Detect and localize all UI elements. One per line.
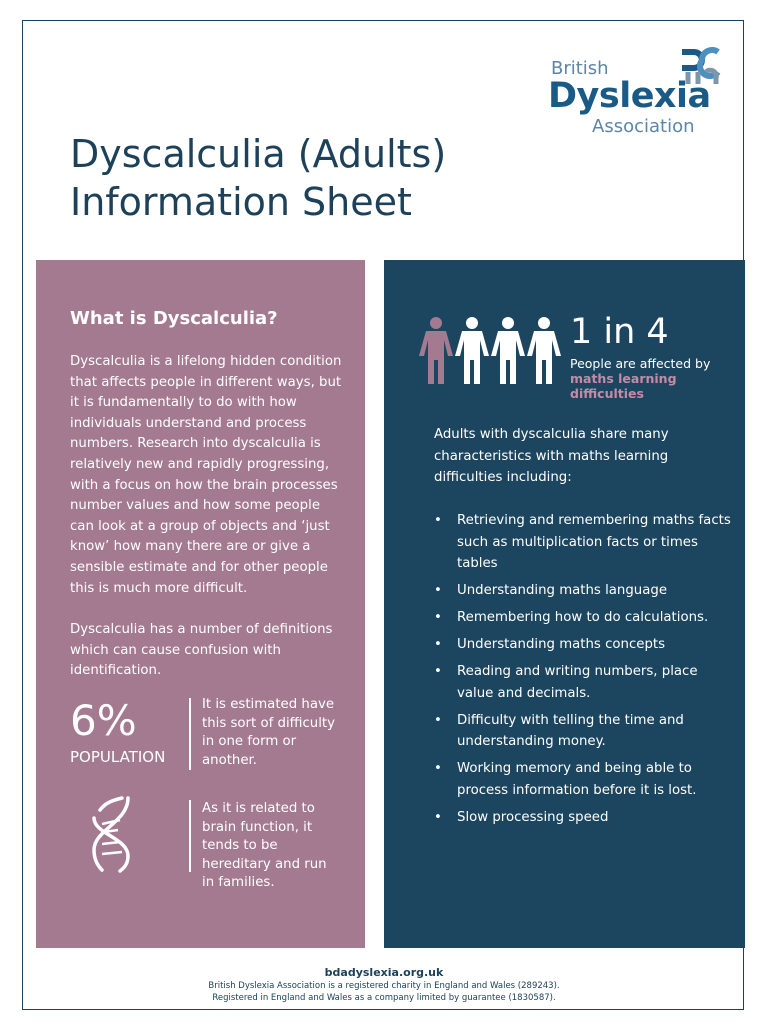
list-item (434, 634, 734, 656)
footer (0, 966, 768, 1004)
stat-value: 6% (70, 696, 137, 745)
ratio-value: 1 in 4 (570, 312, 669, 352)
list-item (434, 607, 734, 629)
logo-line-3: Association (592, 116, 695, 137)
charity-statement: British Dyslexia Association is a registered charity in England and Wales (289243). (208, 981, 560, 991)
logo-mark-icon (678, 46, 724, 86)
bullet-icon: • (434, 513, 442, 528)
characteristics-list (434, 510, 734, 834)
bullet-icon: • (434, 610, 442, 625)
page-title (70, 130, 530, 226)
dna-divider (189, 800, 191, 872)
characteristics-intro: Adults with dyscalculia share many characteristics with maths learning difficulties including: (434, 427, 669, 485)
bullet-icon: • (434, 583, 442, 598)
list-item (434, 758, 734, 801)
stat-divider (189, 698, 191, 770)
ratio-caption-text: People are affected by (570, 356, 711, 371)
intro-paragraph: Dyscalculia is a lifelong hidden condition that affects people in different ways, but it is fundamentally to do with how individuals understand and process numbers. Research into dyscalculia is relatively new and rapidly progressing, with a focus on how the brain processes number values and how some people can look at a group of objects and ‘just know’ how many there are or give a sensible estimate and for other people this is much more difficult. (70, 354, 342, 596)
list-item-text: Working memory and being able to process information before it is lost. (457, 761, 697, 798)
left-heading: What is Dyscalculia? (70, 308, 278, 329)
list-item-text: Understanding maths language (457, 583, 667, 598)
left-panel (36, 260, 365, 948)
dna-note: As it is related to brain function, it tends to be hereditary and run in families. (202, 801, 327, 890)
bullet-icon: • (434, 809, 442, 825)
bda-logo (548, 46, 728, 142)
stat-note: It is estimated have this sort of difficulty in one form or another. (202, 697, 336, 768)
title-line-1: Dyscalculia (Adults) (70, 132, 447, 176)
list-item-text: Difficulty with telling the time and understanding money. (457, 712, 684, 749)
logo-line-1: British (551, 58, 609, 79)
list-item-text: Slow processing speed (457, 809, 609, 825)
website-link[interactable]: bdadyslexia.org.uk (324, 966, 444, 979)
people-icon (418, 316, 563, 386)
list-item-text: Retrieving and remembering maths facts such as multiplication facts or times tables (457, 513, 731, 571)
list-item (434, 510, 734, 575)
list-item-text: Understanding maths concepts (457, 637, 666, 652)
list-item-text: Reading and writing numbers, place value and decimals. (457, 664, 698, 701)
list-item (434, 807, 734, 829)
bullet-icon: • (434, 712, 442, 728)
list-item-text: Remembering how to do calculations. (457, 610, 709, 625)
title-line-2: Information Sheet (70, 180, 412, 224)
bullet-icon: • (434, 761, 442, 776)
person-icon-highlighted (419, 317, 453, 384)
bullet-icon: • (434, 637, 442, 652)
ratio-caption-highlight: maths learning difficulties (570, 371, 677, 401)
list-item (434, 580, 734, 602)
company-statement: Registered in England and Wales as a company limited by guarantee (1830587). (212, 993, 556, 1003)
bullet-icon: • (434, 664, 442, 679)
list-item (434, 661, 734, 704)
stat-label: POPULATION (70, 748, 166, 766)
dna-icon (80, 794, 142, 874)
ratio-caption (570, 356, 745, 401)
logo-line-2: Dyslexia (548, 76, 711, 116)
list-item (434, 710, 734, 753)
person-icon (455, 317, 561, 384)
right-panel (384, 260, 745, 948)
definitions-paragraph: Dyscalculia has a number of definitions which can cause confusion with identification. (70, 622, 333, 679)
